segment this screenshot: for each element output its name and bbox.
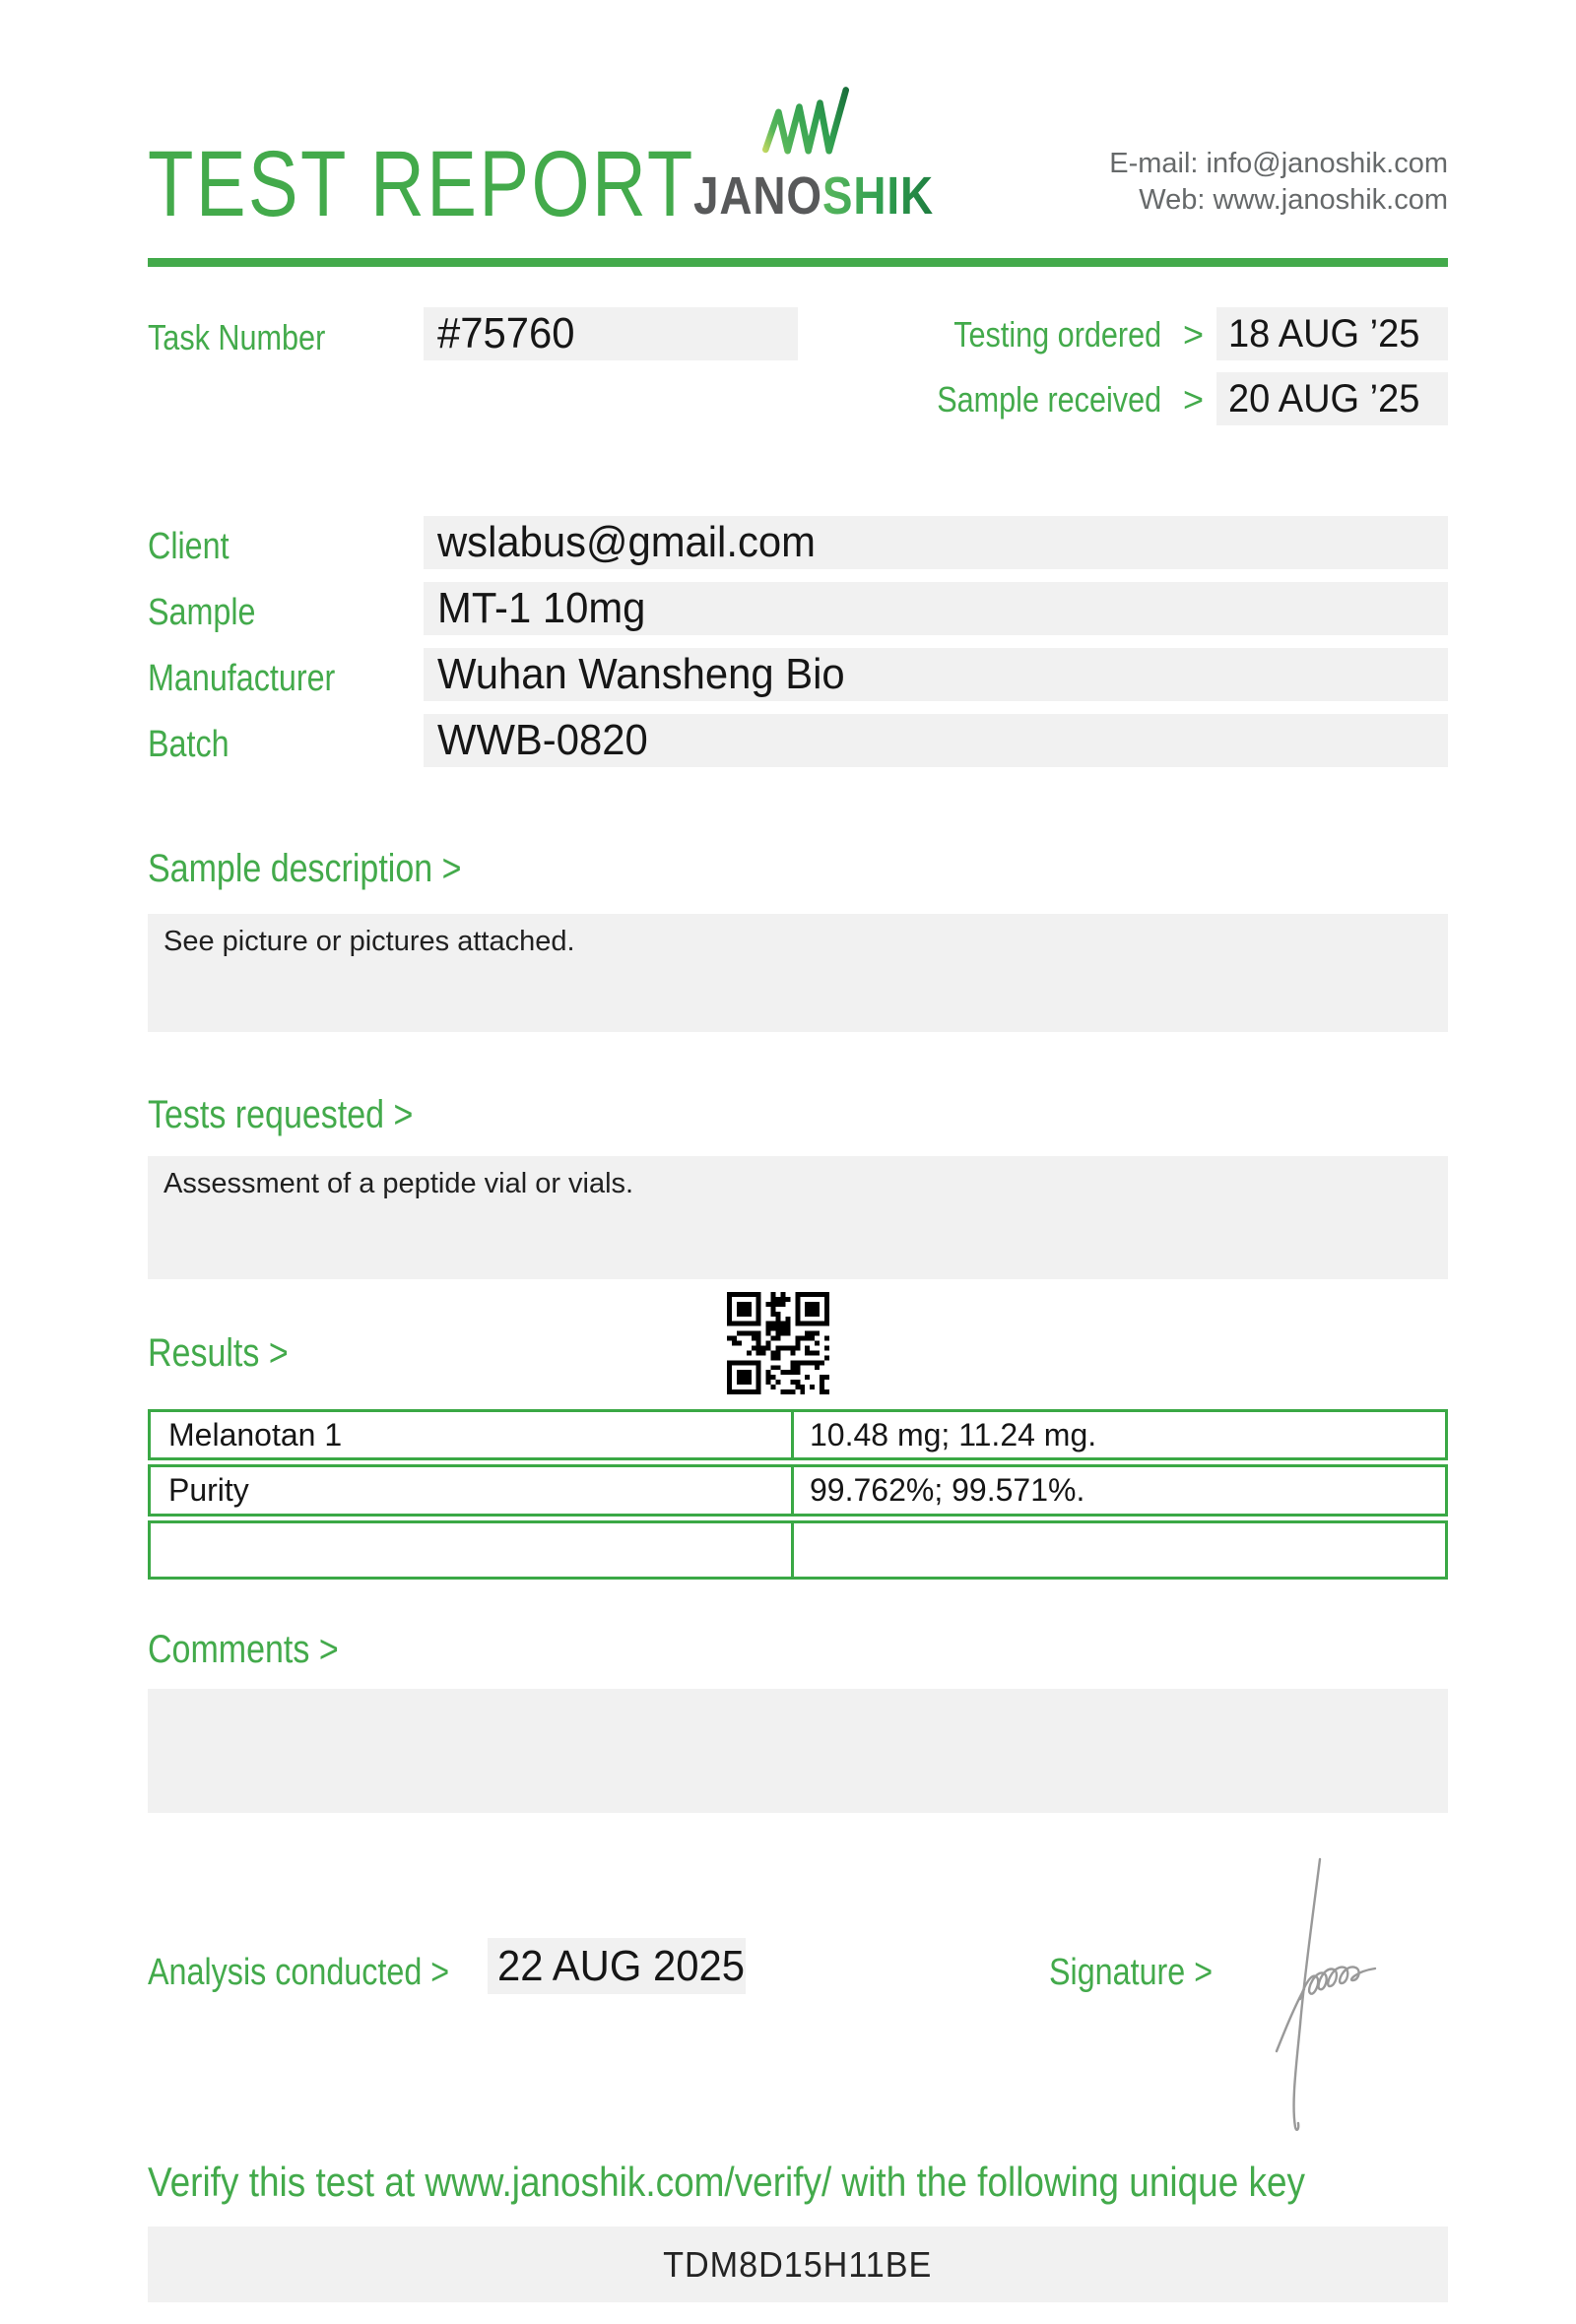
- results-row-2-name-cell: [151, 1467, 794, 1514]
- analysis-date-value: 22 AUG 2025: [497, 1941, 745, 1990]
- logo-wordmark: [693, 165, 934, 226]
- results-row-1-value-cell: [794, 1412, 1445, 1457]
- testing-ordered-value-box: [1216, 307, 1448, 360]
- testing-ordered-arrow: >: [1182, 314, 1204, 355]
- results-row-2: [148, 1464, 1448, 1517]
- tests-requested-heading: Tests requested >: [148, 1093, 414, 1136]
- logo-text-jano: JANO: [693, 166, 822, 226]
- manufacturer-value-box: [424, 648, 1448, 701]
- results-row-1-name-cell: [151, 1412, 794, 1457]
- sample-received-value: 20 AUG ’25: [1228, 376, 1420, 420]
- comments-heading: Comments >: [148, 1628, 339, 1671]
- tests-requested-box: [148, 1156, 1448, 1279]
- result-name: Purity: [168, 1472, 249, 1508]
- contact-block: [1109, 146, 1448, 219]
- sample-label: Sample: [148, 592, 256, 633]
- sample-value: MT-1 10mg: [437, 584, 646, 632]
- client-label: Client: [148, 526, 230, 567]
- contact-web-line: [1109, 182, 1448, 219]
- result-value: 99.762%; 99.571%.: [810, 1472, 1085, 1508]
- signature-image: [1263, 1849, 1381, 2140]
- result-value: 10.48 mg; 11.24 mg.: [810, 1416, 1097, 1452]
- testing-ordered-label: Testing ordered: [953, 314, 1161, 355]
- results-heading: Results >: [148, 1331, 289, 1375]
- sample-received-label: Sample received: [937, 379, 1161, 420]
- result-name: Melanotan 1: [168, 1416, 343, 1452]
- qr-code: [727, 1292, 829, 1394]
- web-value: www.janoshik.com: [1213, 184, 1448, 216]
- batch-value: WWB-0820: [437, 716, 648, 764]
- results-row-3: [148, 1520, 1448, 1580]
- results-row-2-value-cell: [794, 1467, 1445, 1514]
- results-row-3-name-cell: [151, 1523, 794, 1577]
- signature-label: Signature >: [1049, 1952, 1214, 1993]
- web-label: Web:: [1139, 184, 1206, 216]
- email-value: info@janoshik.com: [1206, 148, 1448, 179]
- sample-received-value-box: [1216, 372, 1448, 425]
- task-number-value: #75760: [437, 309, 575, 357]
- verify-key-box: [148, 2227, 1448, 2302]
- sample-received-arrow: >: [1182, 379, 1204, 420]
- batch-value-box: [424, 714, 1448, 767]
- sample-description-body: See picture or pictures attached.: [164, 926, 575, 957]
- sample-value-box: [424, 582, 1448, 635]
- verify-key-value: TDM8D15H11BE: [663, 2243, 933, 2285]
- task-number-label: Task Number: [148, 317, 326, 357]
- logo-text-shik: SHIK: [821, 166, 934, 226]
- testing-ordered-value: 18 AUG ’25: [1228, 311, 1420, 355]
- batch-label: Batch: [148, 724, 230, 765]
- logo-chart-icon: [760, 79, 851, 163]
- manufacturer-label: Manufacturer: [148, 658, 336, 699]
- testing-ordered-row: [886, 313, 1204, 356]
- sample-description-box: [148, 914, 1448, 1032]
- verify-text: Verify this test at www.janoshik.com/verify/ with the following unique key: [148, 2159, 1306, 2205]
- header-divider: [148, 258, 1448, 267]
- analysis-date-box: [488, 1938, 746, 1994]
- comments-box: [148, 1689, 1448, 1813]
- results-row-1: [148, 1409, 1448, 1460]
- sample-received-row: [886, 378, 1204, 421]
- client-value-box: [424, 516, 1448, 569]
- tests-requested-body: Assessment of a peptide vial or vials.: [164, 1168, 634, 1199]
- page-title: TEST REPORT: [148, 132, 695, 236]
- logo: [760, 79, 851, 168]
- manufacturer-value: Wuhan Wansheng Bio: [437, 650, 845, 698]
- email-label: E-mail:: [1109, 148, 1199, 179]
- task-number-value-box: [424, 307, 798, 360]
- results-row-3-value-cell: [794, 1523, 1445, 1577]
- contact-email-line: [1109, 146, 1448, 182]
- sample-description-heading: Sample description >: [148, 847, 462, 890]
- analysis-conducted-label: Analysis conducted >: [148, 1952, 450, 1993]
- client-value: wslabus@gmail.com: [437, 518, 816, 566]
